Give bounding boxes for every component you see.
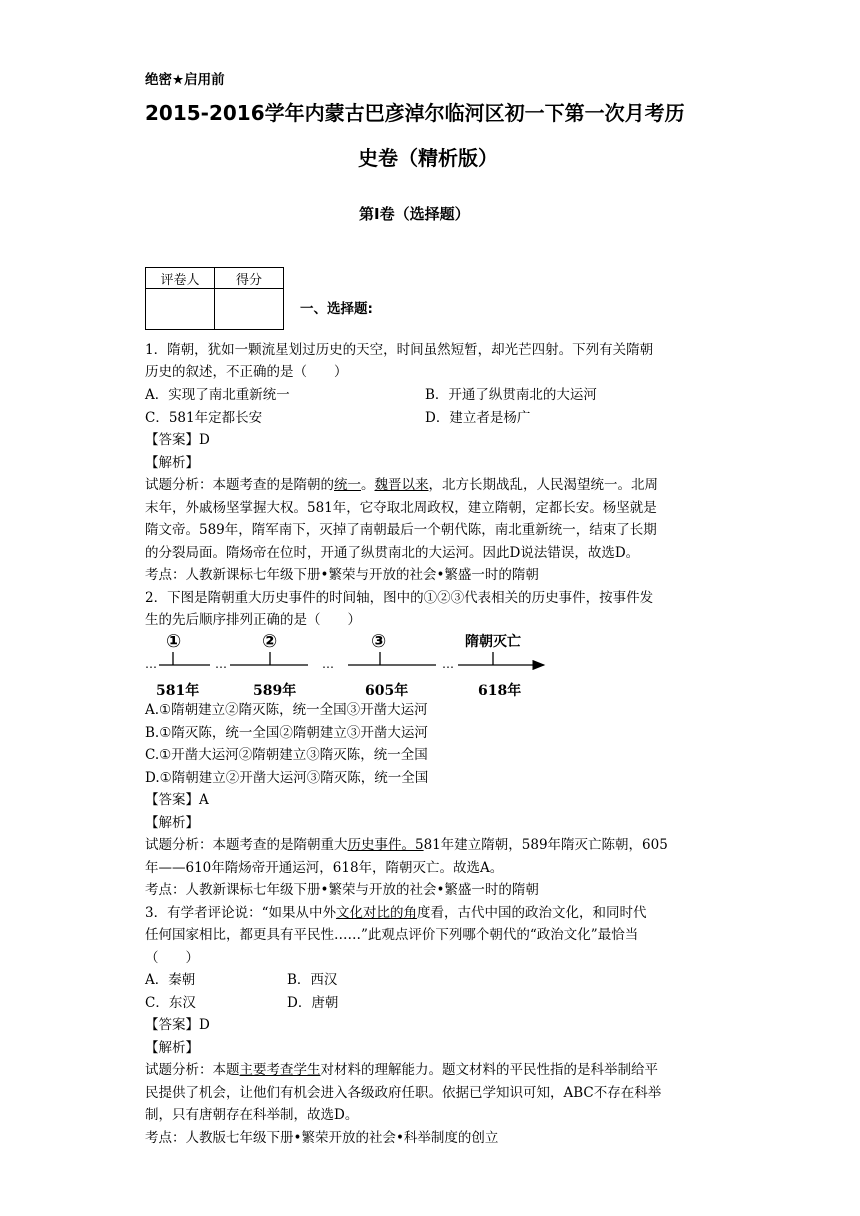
q3-answer: 【答案】D — [145, 1017, 210, 1033]
q2-stem-line2: 生的先后顺序排列正确的是（ ） — [145, 612, 361, 628]
q2-stem-line1: 2．下图是隋朝重大历史事件的时间轴，图中的①②③代表相关的历史事件，按事件发 — [145, 590, 654, 606]
timeline-dots: … — [145, 657, 157, 671]
q2-underlined-text: 历史事件。5 — [347, 837, 424, 853]
q1-option-a: A．实现了南北重新统一 — [145, 387, 290, 403]
q1-analysis-text: 。 — [361, 477, 375, 493]
q1-option-c: C．581年定都长安 — [145, 410, 263, 426]
q3-kaodian: 考点：人教版七年级下册•繁荣开放的社会•科举制度的创立 — [145, 1130, 499, 1146]
q3-analysis-line1 — [145, 1059, 658, 1082]
q1-kaodian: 考点：人教新课标七年级下册•繁荣与开放的社会•繁盛一时的隋朝 — [145, 567, 539, 583]
q2-analysis-text: 81年建立隋朝，589年隋灭亡陈朝，605 — [423, 837, 668, 853]
score-box-reviewer-label: 评卷人 — [146, 268, 215, 289]
timeline-figure — [140, 628, 560, 706]
q1-stem-line1: 1．隋朝，犹如一颗流星划过历史的天空，时间虽然短暂，却光芒四射。下列有关隋朝 — [145, 342, 654, 358]
q3-stem-text: 3．有学者评论说：“如果从中外 — [145, 905, 336, 921]
q2-analysis-label: 【解析】 — [145, 815, 199, 831]
q3-stem-text: 度看，古代中国的政治文化，和同时代 — [417, 905, 647, 921]
q1-option-d: D．建立者是杨广 — [425, 410, 531, 426]
q1-analysis-line4: 的分裂局面。隋炀帝在位时，开通了纵贯南北的大运河。因此D说法错误，故选D。 — [145, 545, 640, 561]
timeline-dots: … — [442, 657, 454, 671]
q3-option-d: D．唐朝 — [287, 995, 339, 1011]
q2-analysis-line1 — [145, 834, 668, 857]
q2-option-c: C.①开凿大运河②隋朝建立③隋灭陈，统一全国 — [145, 747, 428, 763]
q3-analysis-text: 试题分析：本题 — [145, 1062, 240, 1078]
q2-analysis-line2: 年——610年隋炀帝开通运河，618年，隋朝灭亡。故选A。 — [145, 860, 504, 876]
timeline-mark-2: ② — [262, 631, 278, 652]
q1-analysis-text: 试题分析：本题考查的是隋朝的 — [145, 477, 334, 493]
timeline-mark-end: 隋朝灭亡 — [465, 634, 521, 650]
timeline-dots: … — [215, 657, 227, 671]
q3-stem-line2: 任何国家相比，都更具有平民性……”此观点评价下列哪个朝代的“政治文化”最恰当 — [145, 927, 639, 943]
page-title-line1: 2015-2016学年内蒙古巴彦淖尔临河区初一下第一次月考历 — [145, 101, 685, 125]
q2-option-b: B.①隋灭陈，统一全国②隋朝建立③开凿大运河 — [145, 725, 428, 741]
q2-analysis-text: 试题分析：本题考查的是隋朝重大 — [145, 837, 348, 853]
timeline-year-4: 618年 — [478, 683, 522, 699]
q1-analysis-line3: 隋文帝。589年，隋军南下，灭掉了南朝最后一个朝代陈，南北重新统一，结束了长期 — [145, 522, 657, 538]
q2-kaodian: 考点：人教新课标七年级下册•繁荣与开放的社会•繁盛一时的隋朝 — [145, 882, 539, 898]
score-box — [145, 267, 284, 330]
q2-option-a: A.①隋朝建立②隋灭陈，统一全国③开凿大运河 — [145, 702, 428, 718]
score-box-score-label: 得分 — [215, 268, 284, 289]
q1-option-b: B．开通了纵贯南北的大运河 — [425, 387, 597, 403]
q2-option-d: D.①隋朝建立②开凿大运河③隋灭陈，统一全国 — [145, 770, 429, 786]
section-heading: 第I卷（选择题） — [359, 205, 470, 223]
q3-option-c: C．东汉 — [145, 995, 196, 1011]
timeline-year-1: 581年 — [156, 683, 200, 699]
part-heading: 一、选择题: — [300, 301, 373, 317]
timeline-mark-3: ③ — [371, 631, 387, 652]
secret-mark: 绝密★启用前 — [145, 72, 225, 88]
q3-stem-line3: （ ） — [145, 950, 199, 966]
timeline-dots: … — [322, 657, 334, 671]
q1-underlined-text: 魏晋以来 — [374, 477, 429, 493]
q1-stem-line2: 历史的叙述，不正确的是（ ） — [145, 364, 348, 380]
q3-analysis-line2: 民提供了机会，让他们有机会进入各级政府任职。依据已学知识可知，ABC不存在科举 — [145, 1085, 662, 1101]
q3-option-b: B．西汉 — [287, 972, 338, 988]
q1-analysis-line2: 末年，外戚杨坚掌握大权。581年，它夺取北周政权，建立隋朝，定都长安。杨坚就是 — [145, 500, 657, 516]
q3-analysis-line3: 制，只有唐朝存在科举制，故选D。 — [145, 1107, 359, 1123]
q3-underlined-text: 主要考查学生 — [239, 1062, 321, 1078]
q3-stem-line1 — [145, 902, 647, 925]
score-box-reviewer-cell — [146, 289, 215, 330]
timeline-year-2: 589年 — [253, 683, 297, 699]
q3-analysis-text: 对材料的理解能力。题文材料的平民性指的是科举制给平 — [320, 1062, 658, 1078]
q3-option-a: A．秦朝 — [145, 972, 196, 988]
score-box-score-cell — [215, 289, 284, 330]
timeline-year-3: 605年 — [365, 683, 409, 699]
q2-answer: 【答案】A — [145, 792, 209, 808]
timeline-mark-1: ① — [166, 631, 182, 652]
q3-underlined-text: 文化对比的角 — [336, 905, 417, 921]
q1-underlined-text: 统一 — [334, 477, 361, 493]
page-title-line2: 史卷（精析版） — [358, 146, 498, 170]
q1-answer: 【答案】D — [145, 432, 210, 448]
q1-analysis-text: ，北方长期战乱，人民渴望统一。北周 — [428, 477, 658, 493]
q1-analysis-line1 — [145, 474, 658, 497]
q1-analysis-label: 【解析】 — [145, 455, 199, 471]
q3-analysis-label: 【解析】 — [145, 1040, 199, 1056]
